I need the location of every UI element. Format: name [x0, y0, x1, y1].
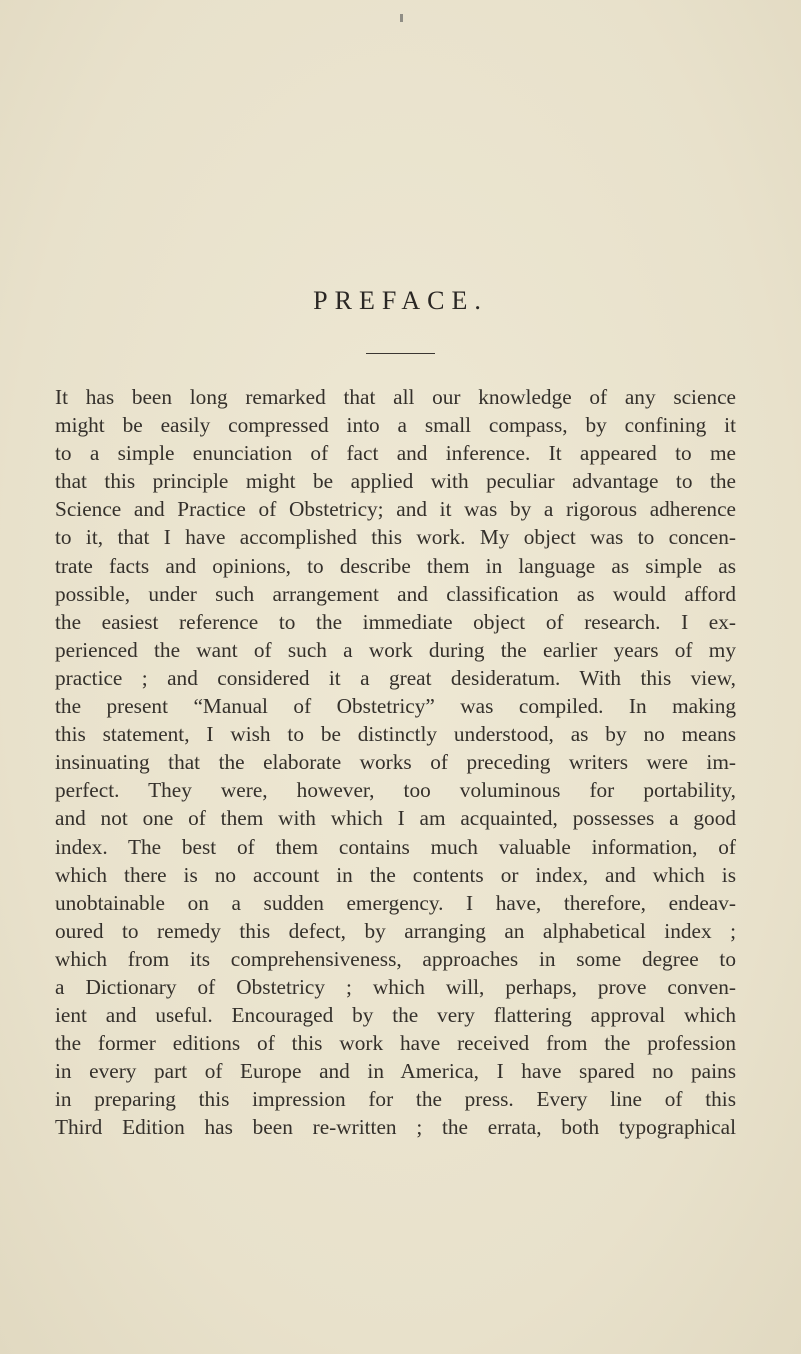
text-line: perfect. They were, however, too voluminous for portability,: [55, 778, 736, 803]
text-line: possible, under such arrangement and classification as would afford: [55, 581, 736, 606]
text-line: to it, that I have accomplished this work. My object was to concen-: [55, 525, 736, 550]
title-divider: [366, 353, 435, 354]
text-line: that this principle might be applied with peculiar advantage to the: [55, 469, 736, 494]
text-line: in every part of Europe and in America, I have spared no pains: [55, 1059, 736, 1084]
text-line: Third Edition has been re-written ; the errata, both typographical: [55, 1115, 736, 1140]
page-mark: [400, 14, 403, 22]
text-line: oured to remedy this defect, by arranging an alphabetical index ;: [55, 918, 736, 943]
text-line: trate facts and opinions, to describe them in language as simple as: [55, 553, 736, 578]
text-line: It has been long remarked that all our knowledge of any science: [55, 385, 736, 409]
text-line: unobtainable on a sudden emergency. I have, therefore, endeav-: [55, 890, 736, 915]
text-line: and not one of them with which I am acquainted, possesses a good: [55, 806, 736, 831]
text-line: in preparing this impression for the press. Every line of this: [55, 1087, 736, 1112]
text-line: index. The best of them contains much valuable information, of: [55, 834, 736, 859]
preface-paragraph: [55, 383, 736, 1142]
text-line: to a simple enunciation of fact and inference. It appeared to me: [55, 441, 736, 466]
text-line: perienced the want of such a work during the earlier years of my: [55, 637, 736, 662]
text-line: the present “Manual of Obstetricy” was compiled. In making: [55, 694, 736, 719]
text-line: which from its comprehensiveness, approaches in some degree to: [55, 946, 736, 971]
text-line: insinuating that the elaborate works of preceding writers were im-: [55, 750, 736, 775]
page-title: PREFACE.: [313, 286, 488, 315]
text-line: the easiest reference to the immediate object of research. I ex-: [55, 609, 736, 634]
text-line: practice ; and considered it a great desideratum. With this view,: [55, 665, 736, 690]
text-line: a Dictionary of Obstetricy ; which will, perhaps, prove conven-: [55, 974, 736, 999]
text-line: which there is no account in the contents or index, and which is: [55, 862, 736, 887]
text-line: might be easily compressed into a small compass, by confining it: [55, 413, 736, 438]
text-line: the former editions of this work have received from the profession: [55, 1031, 736, 1056]
text-line: ient and useful. Encouraged by the very flattering approval which: [55, 1003, 736, 1028]
text-line: Science and Practice of Obstetricy; and it was by a rigorous adherence: [55, 497, 736, 522]
text-line: this statement, I wish to be distinctly understood, as by no means: [55, 722, 736, 747]
